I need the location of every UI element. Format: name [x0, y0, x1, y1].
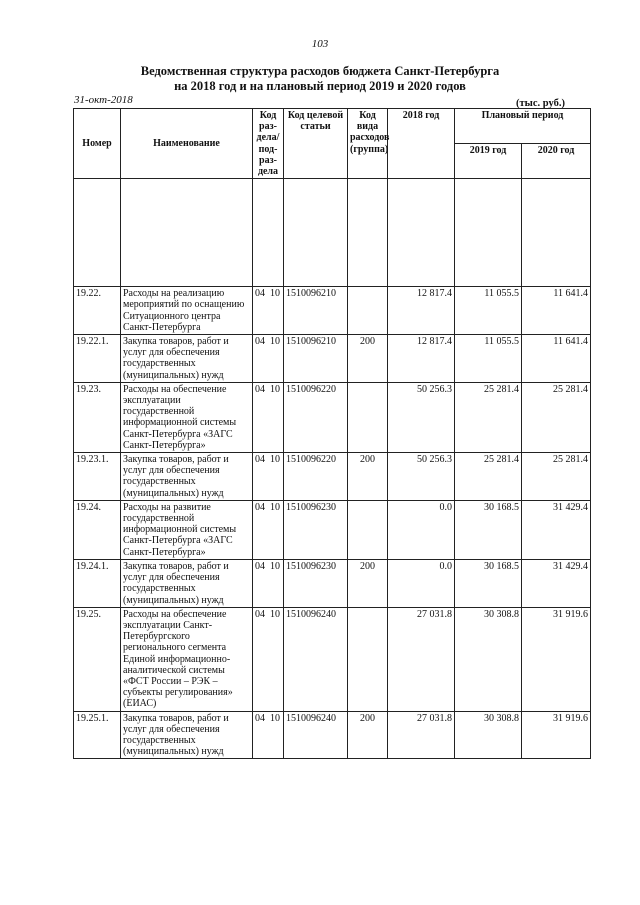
row-expense-type: 200	[348, 335, 388, 383]
subsection-code: 10	[270, 454, 280, 466]
row-number: 19.22.1.	[74, 335, 121, 383]
row-value-2019: 25 281.4	[455, 453, 522, 501]
subsection-code: 10	[270, 608, 280, 620]
row-name: Закупка товаров, работ и услуг для обеспечения государственных (муниципальных) нужд	[121, 453, 253, 501]
row-section-code	[253, 453, 284, 501]
row-value-2020: 11 641.4	[522, 287, 591, 335]
table-row	[74, 335, 591, 383]
row-value-2020: 11 641.4	[522, 335, 591, 383]
header-name: Наименование	[121, 109, 253, 179]
document-title	[0, 64, 640, 94]
row-expense-type	[348, 500, 388, 559]
row-target-code: 1510096230	[284, 500, 348, 559]
row-section-code	[253, 382, 284, 452]
document-date: 31-окт-2018	[74, 94, 133, 106]
row-target-code: 1510096220	[284, 453, 348, 501]
header-planned-period: Плановый период	[455, 109, 591, 144]
row-name: Закупка товаров, работ и услуг для обеспечения государственных (муниципальных) нужд	[121, 711, 253, 759]
row-name: Закупка товаров, работ и услуг для обеспечения государственных (муниципальных) нужд	[121, 559, 253, 607]
units-label: (тыс. руб.)	[516, 98, 565, 109]
table-row	[74, 382, 591, 452]
row-section-code	[253, 607, 284, 711]
section-code: 04	[255, 288, 265, 300]
row-target-code: 1510096240	[284, 607, 348, 711]
row-name: Расходы на реализацию мероприятий по оснащению Ситуационного центра Санкт-Петербурга	[121, 287, 253, 335]
row-name: Расходы на обеспечение эксплуатации Санкт-Петербургского регионального сегмента Единой информационно-аналитической системы «ФСТ России – РЭК – субъекты регулирования» (ЕИАС)	[121, 607, 253, 711]
row-value-2019: 30 308.8	[455, 607, 522, 711]
row-value-2019: 11 055.5	[455, 287, 522, 335]
table-row	[74, 711, 591, 759]
row-target-code: 1510096230	[284, 559, 348, 607]
row-value-2019: 11 055.5	[455, 335, 522, 383]
row-section-code	[253, 335, 284, 383]
row-name: Расходы на обеспечение эксплуатации государственной информационной системы Санкт-Петербурга «ЗАГС Санкт-Петербурга»	[121, 382, 253, 452]
budget-table	[73, 108, 591, 759]
section-code: 04	[255, 712, 265, 724]
row-expense-type: 200	[348, 559, 388, 607]
table-row	[74, 287, 591, 335]
row-value-2020: 31 429.4	[522, 500, 591, 559]
row-number: 19.25.	[74, 607, 121, 711]
row-value-2020: 25 281.4	[522, 382, 591, 452]
header-year-2020: 2020 год	[522, 144, 591, 179]
subsection-code: 10	[270, 712, 280, 724]
row-number: 19.25.1.	[74, 711, 121, 759]
row-number: 19.24.	[74, 500, 121, 559]
table-row	[74, 453, 591, 501]
row-name: Расходы на развитие государственной информационной системы Санкт-Петербурга «ЗАГС Санкт-Петербурга»	[121, 500, 253, 559]
row-value-2020: 31 919.6	[522, 607, 591, 711]
table-row	[74, 559, 591, 607]
subsection-code: 10	[270, 383, 280, 395]
row-value-2020: 31 429.4	[522, 559, 591, 607]
section-code: 04	[255, 560, 265, 572]
subsection-code: 10	[270, 560, 280, 572]
table-row	[74, 607, 591, 711]
header-year-2019: 2019 год	[455, 144, 522, 179]
row-number: 19.24.1.	[74, 559, 121, 607]
page-number: 103	[311, 38, 329, 50]
row-value-2018: 50 256.3	[388, 382, 455, 452]
header-expense-type: Код вида расходов (группа)	[348, 109, 388, 179]
table-body	[74, 179, 591, 759]
row-value-2018: 0.0	[388, 559, 455, 607]
section-code: 04	[255, 454, 265, 466]
row-target-code: 1510096210	[284, 287, 348, 335]
subsection-code: 10	[270, 288, 280, 300]
row-value-2019: 30 168.5	[455, 559, 522, 607]
header-number: Номер	[74, 109, 121, 179]
row-value-2019: 30 308.8	[455, 711, 522, 759]
row-target-code: 1510096240	[284, 711, 348, 759]
title-line-2: на 2018 год и на плановый период 2019 и 2020 годов	[174, 79, 466, 93]
row-target-code: 1510096220	[284, 382, 348, 452]
row-expense-type	[348, 607, 388, 711]
row-value-2018: 50 256.3	[388, 453, 455, 501]
row-section-code	[253, 287, 284, 335]
title-line-1: Ведомственная структура расходов бюджета Санкт-Петербурга	[140, 64, 500, 78]
section-code: 04	[255, 501, 265, 513]
row-value-2018: 0.0	[388, 500, 455, 559]
section-code: 04	[255, 383, 265, 395]
row-number: 19.23.1.	[74, 453, 121, 501]
row-value-2018: 12 817.4	[388, 287, 455, 335]
row-target-code: 1510096210	[284, 335, 348, 383]
row-value-2018: 27 031.8	[388, 607, 455, 711]
subsection-code: 10	[270, 501, 280, 513]
row-section-code	[253, 500, 284, 559]
header-year-2018: 2018 год	[388, 109, 455, 179]
row-expense-type	[348, 287, 388, 335]
row-number: 19.23.	[74, 382, 121, 452]
row-number: 19.22.	[74, 287, 121, 335]
section-code: 04	[255, 608, 265, 620]
row-value-2019: 30 168.5	[455, 500, 522, 559]
row-value-2020: 31 919.6	[522, 711, 591, 759]
row-expense-type: 200	[348, 711, 388, 759]
row-value-2020: 25 281.4	[522, 453, 591, 501]
header-target-code: Код целевой статьи	[284, 109, 348, 179]
section-code: 04	[255, 336, 265, 348]
row-expense-type: 200	[348, 453, 388, 501]
row-value-2019: 25 281.4	[455, 382, 522, 452]
row-value-2018: 12 817.4	[388, 335, 455, 383]
row-name: Закупка товаров, работ и услуг для обеспечения государственных (муниципальных) нужд	[121, 335, 253, 383]
table-row	[74, 500, 591, 559]
header-section-code: Код раз-дела/ под-раз-дела	[253, 109, 284, 179]
subsection-code: 10	[270, 336, 280, 348]
row-section-code	[253, 559, 284, 607]
row-expense-type	[348, 382, 388, 452]
row-section-code	[253, 711, 284, 759]
row-value-2018: 27 031.8	[388, 711, 455, 759]
header-spacer-row	[74, 179, 591, 287]
